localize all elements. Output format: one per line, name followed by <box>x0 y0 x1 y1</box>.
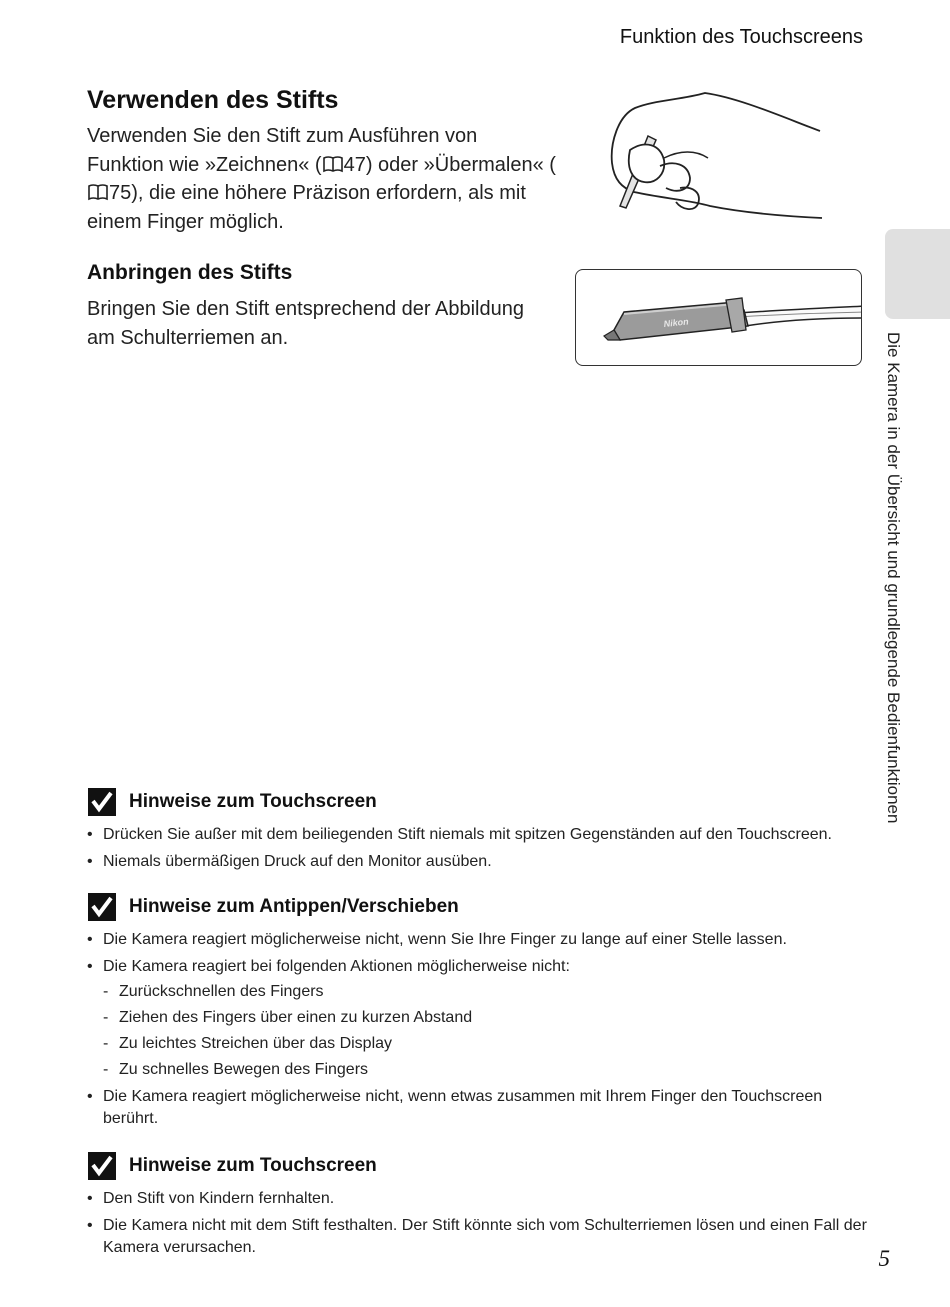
section-title-using-stylus: Verwenden des Stifts <box>87 86 339 114</box>
hand-holding-stylus-illustration <box>600 88 830 223</box>
list-item: • Drücken Sie außer mit dem beiliegenden Stift niemals mit spitzen Gegenständen auf den Touchscreen. <box>87 824 867 846</box>
sub-list-item: - Zu leichtes Streichen über das Display <box>103 1033 867 1055</box>
nikon-logo: Nikon <box>663 316 690 329</box>
section-title-attaching-stylus: Anbringen des Stifts <box>87 261 293 284</box>
list-item: • Die Kamera nicht mit dem Stift festhalten. Der Stift könnte sich vom Schulterriemen lösen und einen Fall der Kamera verursachen. <box>87 1215 867 1259</box>
list-item: • Die Kamera reagiert bei folgenden Aktionen möglicherweise nicht: - Zurückschnellen des Fingers - Ziehen des Fingers über einen zu kurzen Abstand - Zu leichtes Streichen über das Display - Zu schnelles Bewegen des Fingers <box>87 956 867 1081</box>
checkmark-note-icon <box>87 787 117 817</box>
note-title: Hinweise zum Antippen/Verschieben <box>129 896 459 917</box>
note-title: Hinweise zum Touchscreen <box>129 791 377 812</box>
page-number: 5 <box>878 1246 890 1271</box>
page-ref-75: 75 <box>109 182 132 204</box>
page-ref-47: 47 <box>343 153 366 176</box>
checkmark-note-icon <box>87 1151 117 1181</box>
sub-list-item: - Zu schnelles Bewegen des Fingers <box>103 1059 867 1081</box>
intro-paragraph: Verwenden Sie den Stift zum Ausführen von Funktion wie »Zeichnen« ( 47) oder »Übermalen« (75), die eine höhere Präzison erfordern, als mit einem Finger möglich. <box>87 125 556 233</box>
stylus-attachment-illustration <box>575 269 862 366</box>
list-item: • Den Stift von Kindern fernhalten. <box>87 1188 867 1210</box>
sub-list-item: - Ziehen des Fingers über einen zu kurzen Abstand <box>103 1007 867 1029</box>
note-touchscreen <box>87 786 867 878</box>
sub-list-item: - Zurückschnellen des Fingers <box>103 981 867 1003</box>
chapter-side-label: Die Kamera in der Übersicht und grundlegende Bedienfunktionen <box>884 332 903 824</box>
checkmark-note-icon <box>87 892 117 922</box>
chapter-tab <box>885 229 950 319</box>
list-item: • Die Kamera reagiert möglicherweise nicht, wenn etwas zusammen mit Ihrem Finger den Touchscreen berührt. <box>87 1086 867 1130</box>
note-title: Hinweise zum Touchscreen <box>129 1155 377 1176</box>
list-item: • Niemals übermäßigen Druck auf den Monitor ausüben. <box>87 851 867 873</box>
running-header: Funktion des Touchscreens <box>619 26 863 48</box>
note-tap-drag <box>87 891 867 1135</box>
note-stylus-safety <box>87 1150 867 1264</box>
list-item: • Die Kamera reagiert möglicherweise nicht, wenn Sie Ihre Finger zu lange auf einer Stelle lassen. <box>87 929 867 951</box>
book-icon <box>322 154 344 176</box>
book-icon <box>87 182 109 204</box>
attach-paragraph: Bringen Sie den Stift entsprechend der Abbildung am Schulterriemen an. <box>87 298 524 349</box>
